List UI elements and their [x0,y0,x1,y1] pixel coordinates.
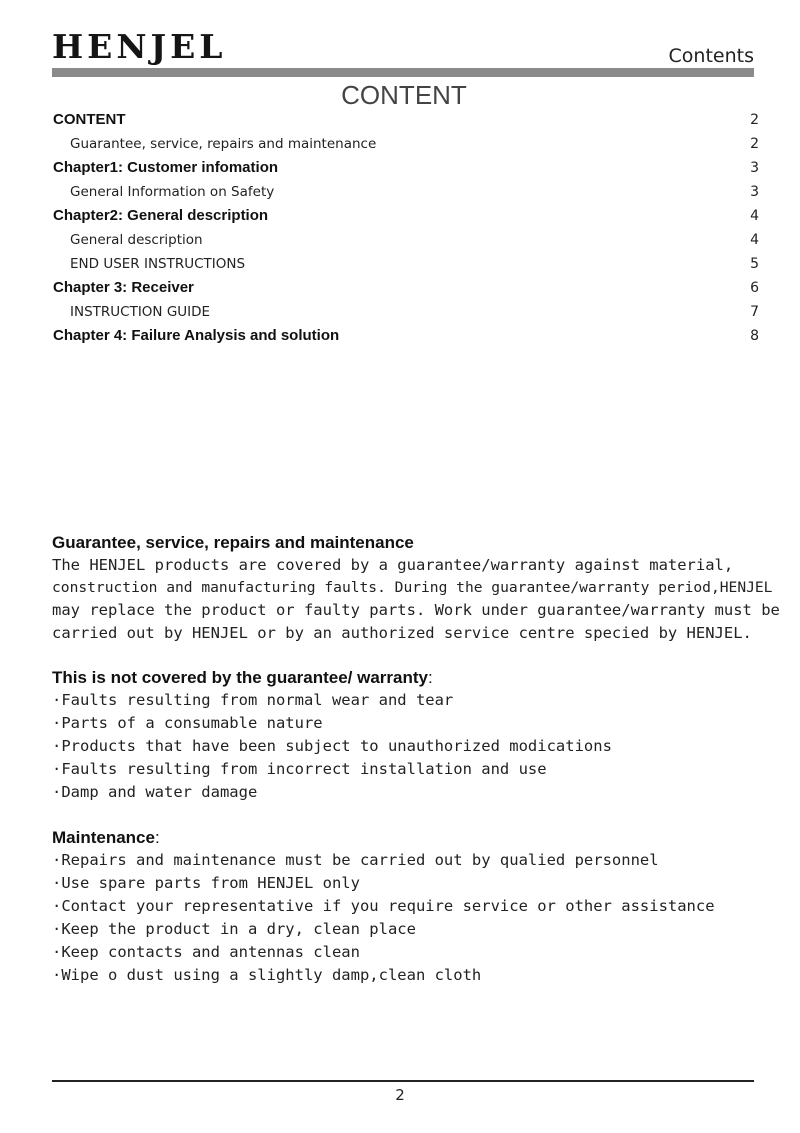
list-item: ·Damp and water damage [52,783,258,801]
toc-entry-label: Chapter1: Customer infomation [53,159,279,176]
toc-entry[interactable] [53,108,759,132]
toc-entry[interactable] [53,276,759,300]
guarantee-paragraph [52,554,780,644]
list-item: ·Keep contacts and antennas clean [52,943,360,961]
list-item: ·Wipe o dust using a slightly damp,clean cloth [52,966,482,984]
list-item: ·Contact your representative if you require service or other assistance [52,897,715,915]
paragraph-line: construction and manufacturing faults. During the guarantee/warranty period,HENJEL [52,578,773,596]
guarantee-heading: Guarantee, service, repairs and maintenance [52,533,414,552]
toc-entry-page: 6 [750,280,759,296]
page-number: 2 [395,1086,405,1104]
toc-entry-label: Guarantee, service, repairs and maintenance [70,136,377,152]
footer-rule [52,1080,754,1082]
toc-entry-label: Chapter2: General description [53,207,269,224]
maintenance-heading [52,826,762,849]
toc-entry-label: Chapter 3: Receiver [53,279,194,296]
toc-entry[interactable] [53,228,759,252]
toc-entry[interactable] [53,300,759,324]
not-covered-heading-text: This is not covered by the guarantee/ warranty [52,668,428,687]
list-item: ·Faults resulting from normal wear and tear [52,691,454,709]
toc-entry-page: 7 [750,304,759,320]
paragraph-line: carried out by HENJEL or by an authorized service centre specied by HENJEL. [52,623,752,642]
toc-entry-page: 2 [750,112,759,128]
paragraph-line: The HENJEL products are covered by a guarantee/warranty against material, [52,556,734,574]
toc-entry[interactable] [53,180,759,204]
paragraph-line: may replace the product or faulty parts. Work under guarantee/warranty must be [52,601,780,619]
toc-entry-label: END USER INSTRUCTIONS [70,256,246,272]
list-item: ·Keep the product in a dry, clean place [52,920,416,938]
page-title: CONTENT [341,80,467,110]
maintenance-heading-text: Maintenance [52,828,155,847]
toc-entry[interactable] [53,156,759,180]
toc-entry[interactable] [53,132,759,156]
toc-entry-page: 4 [750,208,759,224]
table-of-contents [53,108,759,348]
toc-entry-page: 4 [750,232,759,248]
toc-entry-label: CONTENT [53,111,126,128]
list-item: ·Parts of a consumable nature [52,714,323,732]
brand-logo: HENJEL [52,27,227,66]
list-item: ·Faults resulting from incorrect installation and use [52,760,547,778]
toc-entry[interactable] [53,252,759,276]
toc-entry[interactable] [53,324,759,348]
toc-entry-label: General description [70,232,203,248]
section-label: Contents [668,45,754,67]
heading-colon: : [428,668,433,687]
not-covered-heading [52,666,762,689]
toc-entry-page: 2 [750,136,759,152]
header-rule [52,68,754,77]
toc-entry-label: General Information on Safety [70,184,275,200]
toc-entry-page: 5 [750,256,759,272]
toc-entry-page: 8 [750,328,759,344]
heading-colon: : [154,828,160,847]
toc-entry-page: 3 [750,184,759,200]
guarantee-section [52,531,780,987]
toc-entry-label: Chapter 4: Failure Analysis and solution [53,327,340,344]
list-item: ·Repairs and maintenance must be carried out by qualied personnel [52,851,659,869]
list-item: ·Products that have been subject to unauthorized modications [52,737,612,755]
toc-entry[interactable] [53,204,759,228]
list-item: ·Use spare parts from HENJEL only [52,874,360,892]
toc-entry-label: INSTRUCTION GUIDE [70,304,211,320]
toc-entry-page: 3 [750,160,759,176]
